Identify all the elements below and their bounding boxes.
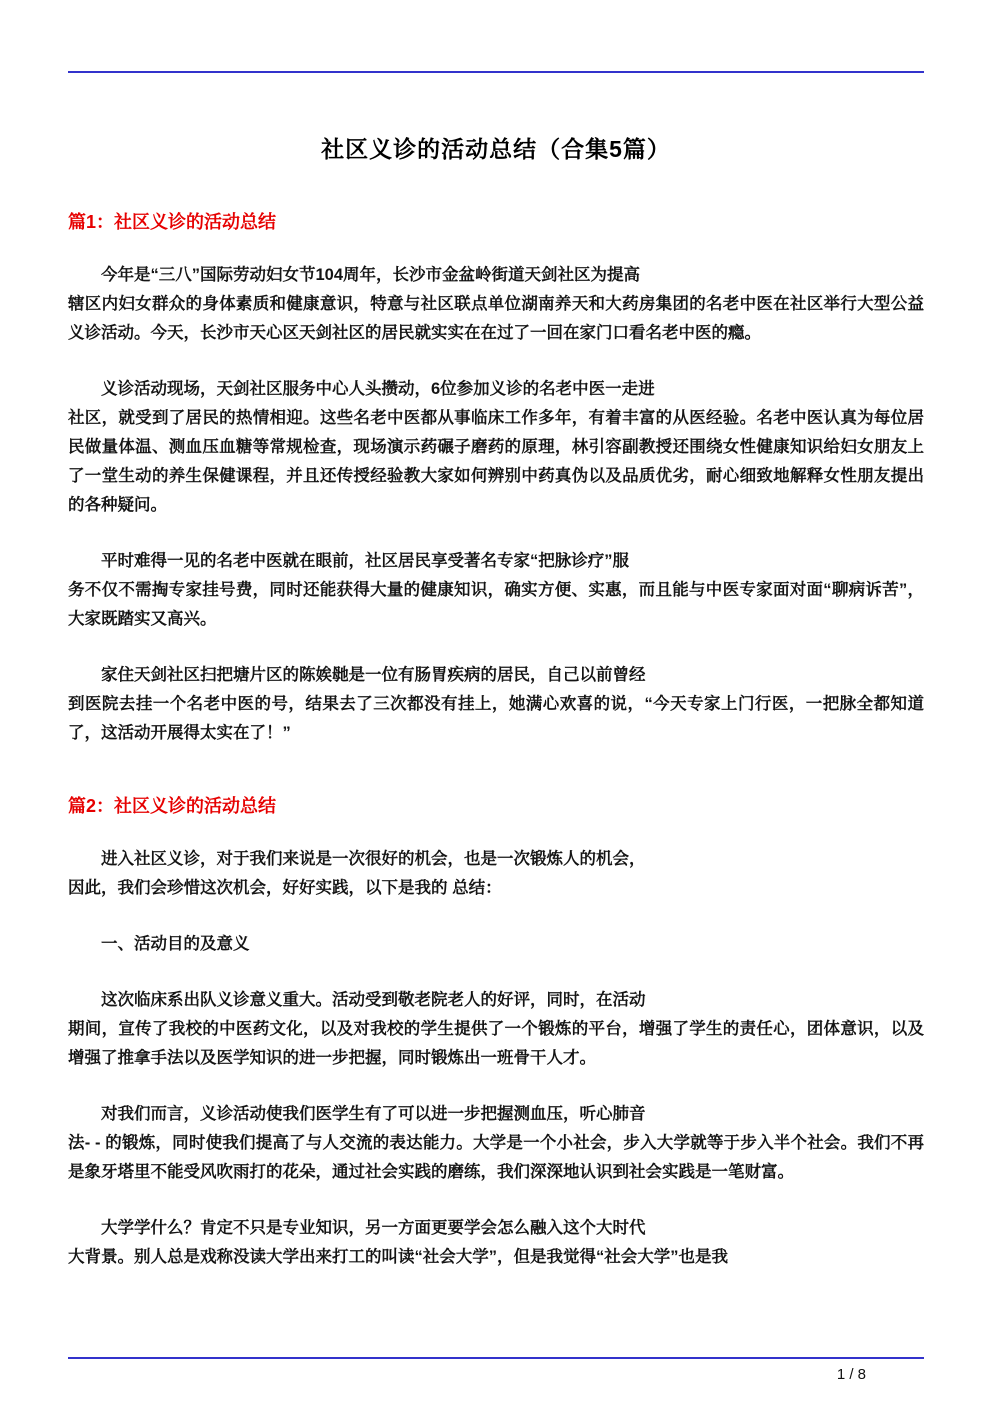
paragraph-body: 大背景。别人总是戏称没读大学出来打工的叫读“社会大学”，但是我觉得“社会大学”也是我 xyxy=(68,1248,728,1266)
section-1-heading: 篇1：社区义诊的活动总结 xyxy=(68,212,277,232)
paragraph xyxy=(68,547,924,634)
paragraph xyxy=(68,1100,924,1187)
paragraph-body: 社区，就受到了居民的热情相迎。这些名老中医都从事临床工作多年，有着丰富的从医经验。名老中医认真为每位居民做量体温、测血压血糖等常规检查，现场演示药碾子磨药的原理，林引容副教授还围绕女性健康知识给妇女朋友上了一堂生动的养生保健课程，并且还传授经验教大家如何辨别中药真伪以及品质优劣，耐心细致地解释女性朋友提出的各种疑问。 xyxy=(68,409,924,514)
paragraph-body: 辖区内妇女群众的身体素质和健康意识，特意与社区联点单位湖南养天和大药房集团的名老中医在社区举行大型公益义诊活动。今天，长沙市天心区天剑社区的居民就实实在在过了一回在家门口看名老中医的瘾。 xyxy=(68,295,924,342)
paragraph-body: 因此，我们会珍惜这次机会，好好实践，以下是我的 总结： xyxy=(68,879,502,897)
paragraph xyxy=(68,375,924,520)
paragraph-body: 期间，宣传了我校的中医药文化，以及对我校的学生提供了一个锻炼的平台，增强了学生的责任心，团体意识，以及增强了推拿手法以及医学知识的进一步把握，同时锻炼出一班骨干人才。 xyxy=(68,1020,924,1067)
paragraph-body: 到医院去挂一个名老中医的号，结果去了三次都没有挂上，她满心欢喜的说，“今天专家上门行医，一把脉全都知道了，这活动开展得太实在了！” xyxy=(68,695,924,742)
paragraph-first-line: 平时难得一见的名老中医就在眼前，社区居民享受著名专家“把脉诊疗”服 xyxy=(101,552,629,570)
page-title: 社区义诊的活动总结（合集5篇） xyxy=(321,136,671,162)
paragraph-first-line: 大学学什么？肯定不只是专业知识，另一方面更要学会怎么融入这个大时代 xyxy=(101,1219,646,1237)
paragraph xyxy=(68,1214,924,1272)
paragraph-first-line: 今年是“三八”国际劳动妇女节104周年，长沙市金盆岭街道天剑社区为提高 xyxy=(101,266,641,284)
paragraph-first-line: 一、活动目的及意义 xyxy=(101,935,250,953)
paragraph-first-line: 义诊活动现场，天剑社区服务中心人头攒动，6位参加义诊的名老中医一走进 xyxy=(101,380,655,398)
paragraph-first-line: 对我们而言，义诊活动使我们医学生有了可以进一步把握测血压，听心肺音 xyxy=(101,1105,646,1123)
section-2-heading: 篇2：社区义诊的活动总结 xyxy=(68,796,277,816)
document-body xyxy=(0,131,992,1272)
paragraph-first-line: 这次临床系出队义诊意义重大。活动受到敬老院老人的好评，同时，在活动 xyxy=(101,991,646,1009)
page-footer xyxy=(68,1357,924,1383)
paragraph-first-line: 进入社区义诊，对于我们来说是一次很好的机会，也是一次锻炼人的机会， xyxy=(101,850,646,868)
paragraph-body: 务不仅不需掏专家挂号费，同时还能获得大量的健康知识，确实方便、实惠，而且能与中医专家面对面“聊病诉苦”，大家既踏实又高兴。 xyxy=(68,581,924,628)
paragraph xyxy=(68,261,924,348)
paragraph xyxy=(68,845,924,903)
paragraph-body: 法- - 的锻炼，同时使我们提高了与人交流的表达能力。大学是一个小社会，步入大学就等于步入半个社会。我们不再是象牙塔里不能受风吹雨打的花朵，通过社会实践的磨练，我们深深地认识到社会实践是一笔财富。 xyxy=(68,1134,924,1181)
paragraph xyxy=(68,986,924,1073)
paragraph xyxy=(68,661,924,748)
bottom-horizontal-rule xyxy=(68,1357,924,1359)
top-horizontal-rule xyxy=(68,71,924,73)
page-number: 1 / 8 xyxy=(836,1366,866,1383)
paragraph-first-line: 家住天剑社区扫把塘片区的陈娭毑是一位有肠胃疾病的居民，自己以前曾经 xyxy=(101,666,646,684)
paragraph-subheading xyxy=(68,930,924,959)
